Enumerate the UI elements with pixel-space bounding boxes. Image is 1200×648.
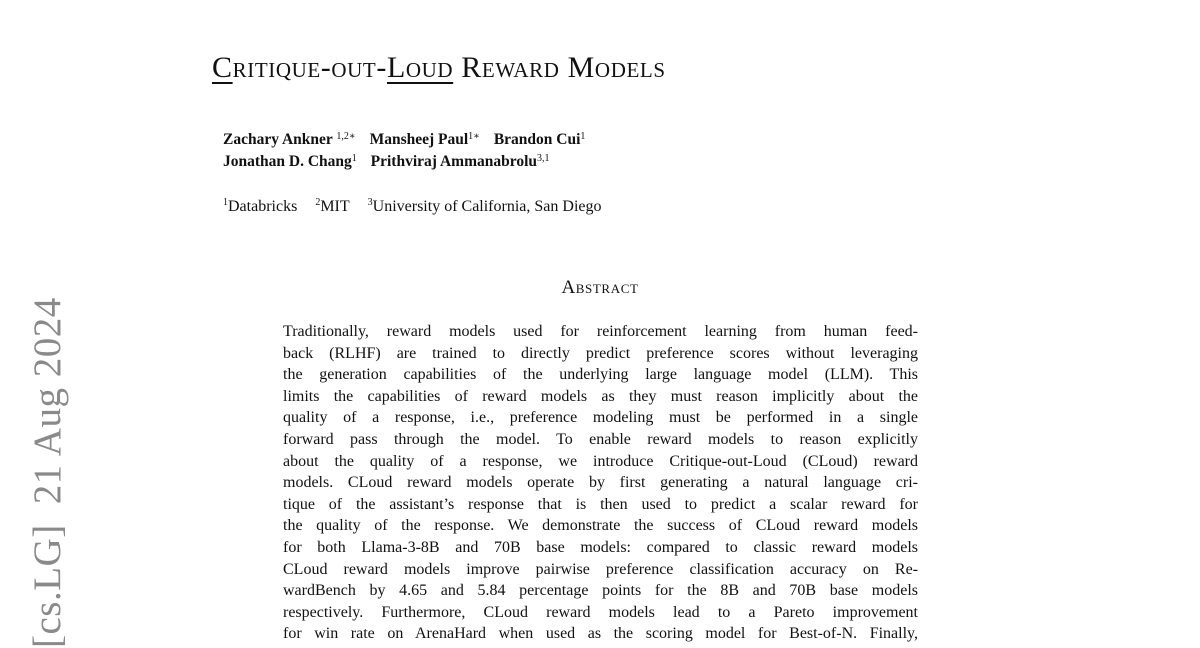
abstract-line: respectively. Furthermore, CLoud reward models lead to a Pareto improvement: [283, 603, 918, 621]
paper-title: [212, 48, 666, 88]
abstract-line: Traditionally, reward models used for reinforcement learning from human feed-: [283, 323, 918, 340]
author-name: Jonathan D. Chang$^1$: [223, 153, 357, 170]
abstract-line: quality of a response, i.e., preference modeling must be performed in a single: [283, 409, 918, 427]
title-initial: C: [212, 51, 233, 84]
title-part2: Loud: [386, 51, 454, 84]
abstract-line: about the quality of a response, we introduce Critique-out-Loud (CLoud) reward: [283, 452, 918, 470]
abstract-body: [283, 321, 918, 645]
abstract-line: wardBench by 4.65 and 5.84 percentage points for the 8B and 70B base models: [283, 582, 918, 600]
author-name: Brandon Cui$^1$: [493, 131, 586, 148]
abstract-line: limits the capabilities of reward models as they must reason implicitly about the: [283, 387, 918, 405]
arxiv-category: [cs.LG]: [26, 524, 69, 648]
affiliation: $^3$University of California, San Diego: [367, 197, 602, 215]
affiliation: $^1$Databricks: [223, 197, 298, 215]
author-name: Zachary Ankner $^{1,2∗}$: [223, 131, 356, 148]
arxiv-stamp: [26, 288, 70, 648]
author-name: Prithviraj Ammanabrolu$^{3,1}$: [370, 153, 550, 170]
title-part3: Reward Models: [453, 51, 666, 84]
abstract-heading: Abstract: [561, 277, 639, 298]
abstract-line: back (RLHF) are trained to directly predict preference scores without leveraging: [283, 344, 918, 362]
abstract-line: models. CLoud reward models operate by first generating a natural language cri-: [283, 474, 918, 492]
abstract-line: for both Llama-3-8B and 70B base models: compared to classic reward models: [283, 538, 918, 556]
abstract-line: the quality of the response. We demonstrate the success of CLoud reward models: [283, 517, 918, 535]
title-part1: ritique-out-: [232, 51, 387, 84]
abstract-line: for win rate on ArenaHard when used as the scoring model for Best-of-N. Finally,: [283, 625, 918, 643]
author-name: Mansheej Paul$^{1∗}$: [369, 131, 480, 148]
abstract-line: tique of the assistant’s response that is then used to predict a scalar reward for: [283, 495, 918, 513]
author-list: [223, 129, 595, 173]
affiliation-list: [223, 196, 615, 218]
author-row-2: [223, 151, 595, 173]
affiliation: $^2$MIT: [315, 197, 350, 215]
abstract-line: forward pass through the model. To enable reward models to reason explicitly: [283, 430, 918, 448]
abstract-line: the generation capabilities of the underlying large language model (LLM). This: [283, 366, 918, 384]
abstract-line: CLoud reward models improve pairwise preference classification accuracy on Re-: [283, 560, 918, 578]
arxiv-date: 21 Aug 2024: [26, 297, 69, 505]
author-row-1: [223, 129, 595, 151]
